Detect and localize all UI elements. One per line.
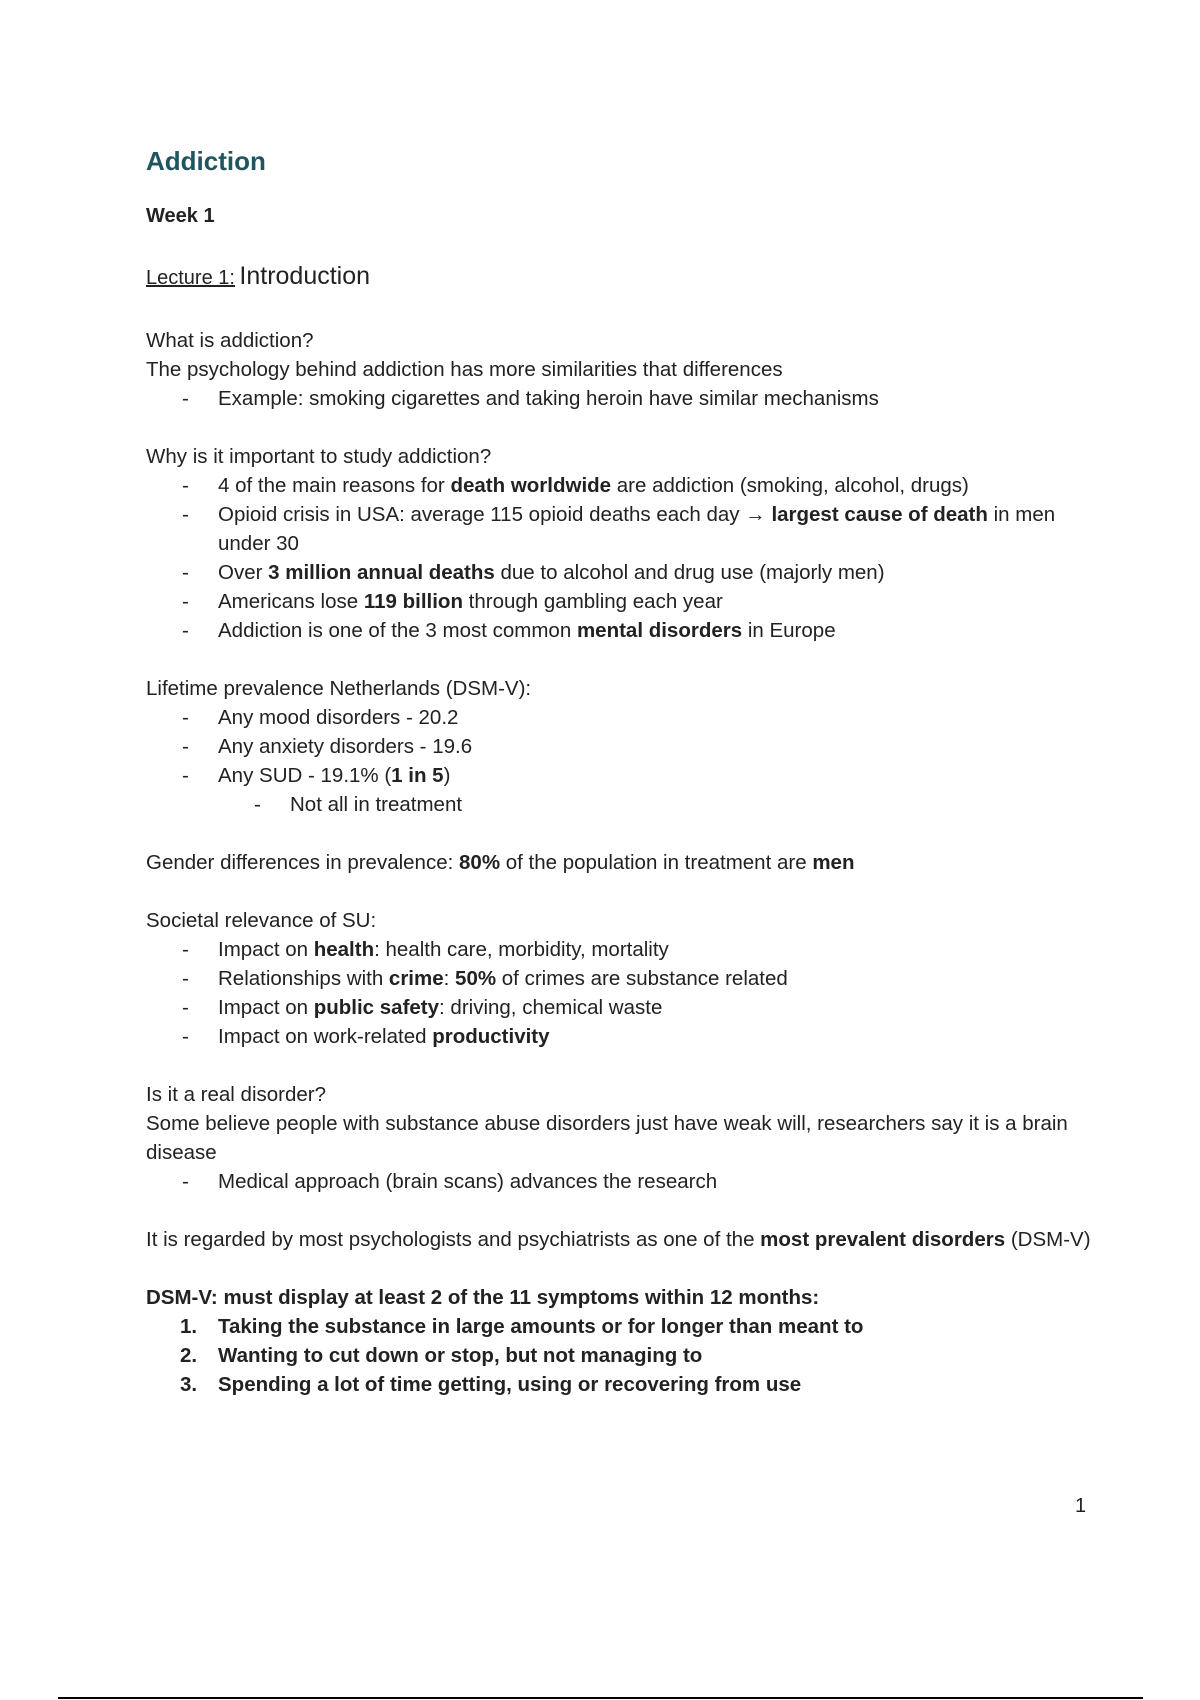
- item-text: Taking the substance in large amounts or for longer than meant to: [218, 1315, 864, 1338]
- bullet-list: [146, 384, 1096, 413]
- section-question: What is addiction?: [146, 329, 314, 352]
- bold-text: largest cause of death: [771, 503, 988, 526]
- text-run: in men under 30: [218, 503, 1056, 555]
- text-run: Opioid crisis in USA: average 115 opioid deaths each day →: [218, 503, 772, 526]
- item-number: 1.: [180, 1315, 198, 1338]
- section-what-is-addiction: [146, 326, 1096, 413]
- text-run: 4 of the main reasons for: [218, 474, 451, 497]
- lecture-label: Lecture 1:: [146, 267, 235, 289]
- criteria-item: [146, 1312, 1096, 1341]
- lecture-heading: [146, 261, 1096, 295]
- text-run: Impact on: [218, 938, 314, 961]
- text-run: Over: [218, 561, 269, 584]
- bullet-item: [146, 964, 1096, 993]
- bullet-item: [146, 761, 1096, 790]
- bullet-item: [146, 500, 1096, 558]
- section-societal: [146, 906, 1096, 1051]
- paragraph: Some believe people with substance abuse disorders just have weak will, researchers say it is a brain disease: [146, 1112, 1068, 1164]
- text-run: through gambling each year: [462, 590, 723, 613]
- text-run: : health care, morbidity, mortality: [374, 938, 669, 961]
- bullet-list: [146, 471, 1096, 645]
- item-text: Wanting to cut down or stop, but not managing to: [218, 1344, 703, 1367]
- text-run: of crimes are substance related: [496, 967, 788, 990]
- bullet-list: [146, 1167, 1096, 1196]
- bold-text: 3 million annual deaths: [268, 561, 495, 584]
- item-text: Spending a lot of time getting, using or recovering from use: [218, 1373, 802, 1396]
- text-run: Relationships with: [218, 967, 389, 990]
- bold-text: men: [812, 851, 855, 874]
- bullet-item: - Any anxiety disorders - 19.6: [146, 732, 1096, 761]
- bullet-item: [146, 935, 1096, 964]
- sub-bullet-list: [146, 790, 1096, 819]
- bullet-item: - Any mood disorders - 20.2: [146, 703, 1096, 732]
- text-run: : driving, chemical waste: [439, 996, 663, 1019]
- page-content: [146, 143, 1096, 1399]
- text-run: Americans lose: [218, 590, 364, 613]
- section-gender: [146, 848, 1096, 877]
- section-question: Lifetime prevalence Netherlands (DSM-V):: [146, 677, 532, 700]
- text-run: Impact on: [218, 996, 314, 1019]
- bullet-list: [146, 703, 1096, 790]
- criteria-item: [146, 1341, 1096, 1370]
- text-run: (DSM-V): [1005, 1228, 1091, 1251]
- text-run: Addiction is one of the 3 most common: [218, 619, 577, 642]
- item-number: 2.: [180, 1344, 198, 1367]
- bold-text: 119 billion: [363, 590, 463, 613]
- sub-bullet-item: - Not all in treatment: [146, 790, 1096, 819]
- text-run: of the population in treatment are: [500, 851, 813, 874]
- section-why-study: [146, 442, 1096, 645]
- criteria-heading: DSM-V: must display at least 2 of the 11 symptoms within 12 months:: [146, 1286, 820, 1309]
- bold-text: mental disorders: [576, 619, 743, 642]
- document-title: Addiction: [146, 146, 266, 176]
- text-run: Any SUD - 19.1% (: [218, 764, 392, 787]
- text-run: are addiction (smoking, alcohol, drugs): [611, 474, 969, 497]
- bold-text: 80%: [459, 851, 501, 874]
- bold-text: most prevalent disorders: [760, 1228, 1006, 1251]
- bullet-list: [146, 935, 1096, 1051]
- section-real-disorder: [146, 1080, 1096, 1196]
- bullet-item: - Example: smoking cigarettes and taking heroin have similar mechanisms: [146, 384, 1096, 413]
- bullet-item: - Medical approach (brain scans) advances the research: [146, 1167, 1096, 1196]
- bold-text: 50%: [455, 967, 497, 990]
- paragraph: [146, 848, 1096, 877]
- bold-text: productivity: [432, 1025, 550, 1048]
- bold-text: death worldwide: [450, 474, 612, 497]
- bullet-item: [146, 616, 1096, 645]
- criteria-item: [146, 1370, 1096, 1399]
- bullet-item: [146, 558, 1096, 587]
- paragraph: [146, 1225, 1096, 1254]
- lecture-title: Introduction: [239, 262, 371, 290]
- section-question: Societal relevance of SU:: [146, 909, 377, 932]
- bullet-item: [146, 587, 1096, 616]
- item-number: 3.: [180, 1373, 198, 1396]
- section-prevalence: [146, 674, 1096, 819]
- text-run: ): [443, 764, 451, 787]
- bold-text: 1 in 5: [391, 764, 444, 787]
- bold-text: crime: [388, 967, 444, 990]
- text-run: It is regarded by most psychologists and psychiatrists as one of the: [146, 1228, 761, 1251]
- week-heading: Week 1: [146, 205, 215, 227]
- section-dsm-criteria: [146, 1283, 1096, 1399]
- criteria-list: [146, 1312, 1096, 1399]
- section-question: Why is it important to study addiction?: [146, 445, 492, 468]
- bullet-item: [146, 471, 1096, 500]
- paragraph: The psychology behind addiction has more similarities that differences: [146, 358, 783, 381]
- text-run: :: [443, 967, 456, 990]
- text-run: Gender differences in prevalence:: [146, 851, 460, 874]
- bold-text: public safety: [313, 996, 440, 1019]
- footer-divider: [58, 1697, 1143, 1699]
- bold-text: health: [313, 938, 375, 961]
- text-run: due to alcohol and drug use (majorly men): [494, 561, 885, 584]
- text-run: Impact on work-related: [218, 1025, 433, 1048]
- bullet-item: [146, 993, 1096, 1022]
- page-number: 1: [1075, 1495, 1087, 1517]
- text-run: in Europe: [742, 619, 836, 642]
- section-regarded: [146, 1225, 1096, 1254]
- bullet-item: [146, 1022, 1096, 1051]
- section-question: Is it a real disorder?: [146, 1083, 327, 1106]
